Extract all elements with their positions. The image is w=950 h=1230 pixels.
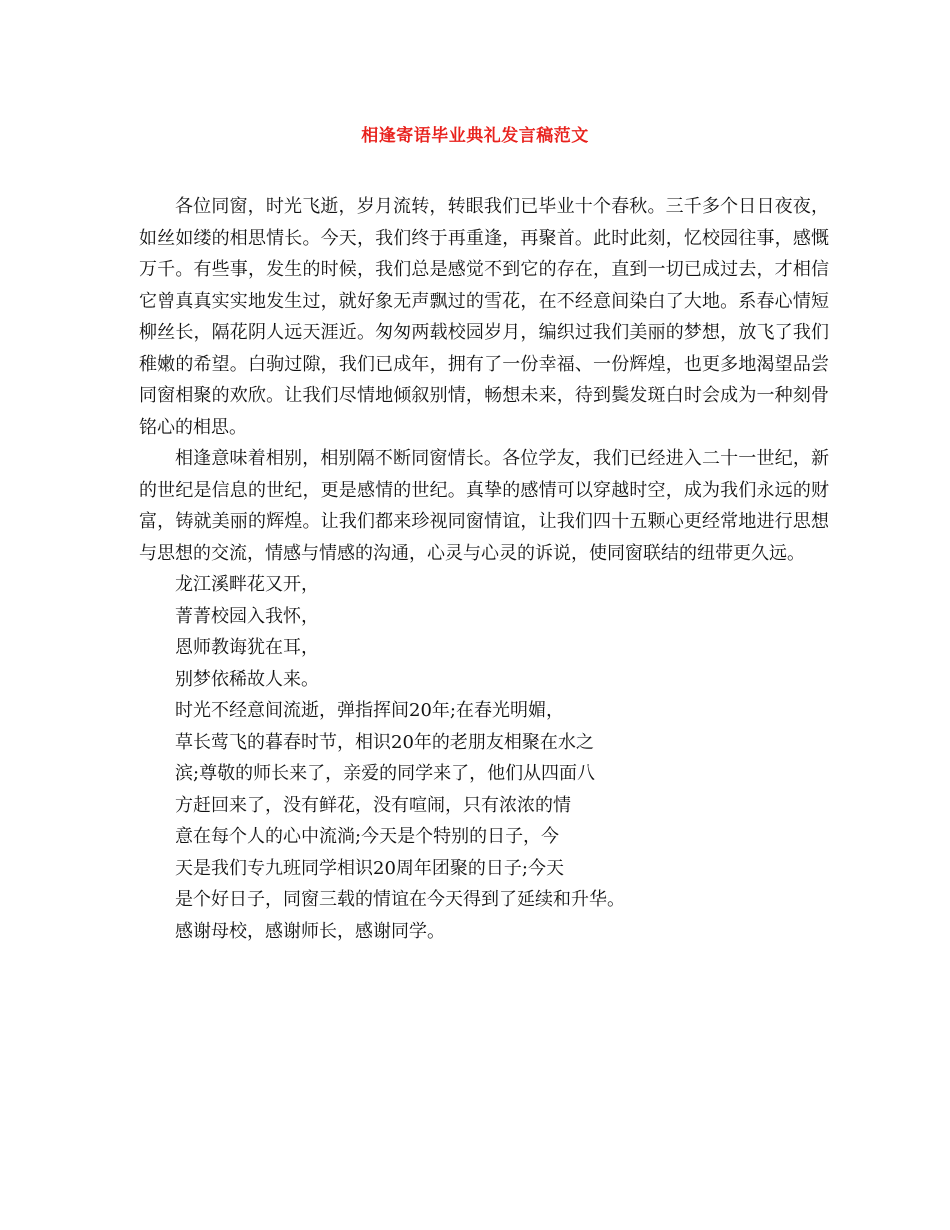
text-line: 天是我们专九班同学相识20周年团聚的日子;今天 xyxy=(175,857,564,879)
text-line: 恩师教诲犹在耳， xyxy=(175,637,319,658)
text-line: 别梦依稀故人来。 xyxy=(175,668,319,690)
text-line: 是个好日子，同窗三载的情谊在今天得到了延续和升华。 xyxy=(175,889,625,910)
text-line: 菁菁校园入我怀， xyxy=(175,605,319,627)
document-body xyxy=(139,191,829,947)
text-line: 方赶回来了，没有鲜花，没有喧闹，只有浓浓的情 xyxy=(175,794,571,816)
page-title: 相逢寄语毕业典礼发言稿范文 xyxy=(361,126,589,146)
text-line: 时光不经意间流逝，弹指挥间20年;在春光明媚， xyxy=(175,700,564,721)
paragraph: 相逢意味着相别，相别隔不断同窗情长。各位学友，我们已经进入二十一世纪，新的世纪是信息的世纪，更是感情的世纪。真挚的感情可以穿越时空，成为我们永远的财富，铸就美丽的辉煌。让我们都来珍视同窗情谊，让我们四十五颗心更经常地进行思想与思想的交流，情感与情感的沟通，心灵与心灵的诉说，使同窗联结的纽带更久远。 xyxy=(139,448,829,564)
text-line: 意在每个人的心中流淌;今天是个特别的日子，今 xyxy=(175,826,560,847)
paragraph: 各位同窗，时光飞逝，岁月流转，转眼我们已毕业十个春秋。三千多个日日夜夜，如丝如缕的相思情长。今天，我们终于再重逢，再聚首。此时此刻，忆校园往事，感慨万千。有些事，发生的时候，我们总是感觉不到它的存在，直到一切已成过去，才相信它曾真真实实地发生过，就好象无声飘过的雪花，在不经意间染白了大地。系春心情短柳丝长，隔花阴人远天涯近。匆匆两载校园岁月，编织过我们美丽的梦想，放飞了我们稚嫩的希望。白驹过隙，我们已成年，拥有了一份幸福、一份辉煌，也更多地渴望品尝同窗相聚的欢欣。让我们尽情地倾叙别情，畅想未来，待到鬓发斑白时会成为一种刻骨铭心的相思。 xyxy=(139,196,829,438)
text-line: 龙江溪畔花又开， xyxy=(175,574,319,595)
text-line: 滨;尊敬的师长来了，亲爱的同学来了，他们从四面八 xyxy=(175,763,596,784)
text-line: 草长莺飞的暮春时节，相识20年的老朋友相聚在水之 xyxy=(175,731,594,753)
text-line: 感谢母校，感谢师长，感谢同学。 xyxy=(175,920,445,942)
